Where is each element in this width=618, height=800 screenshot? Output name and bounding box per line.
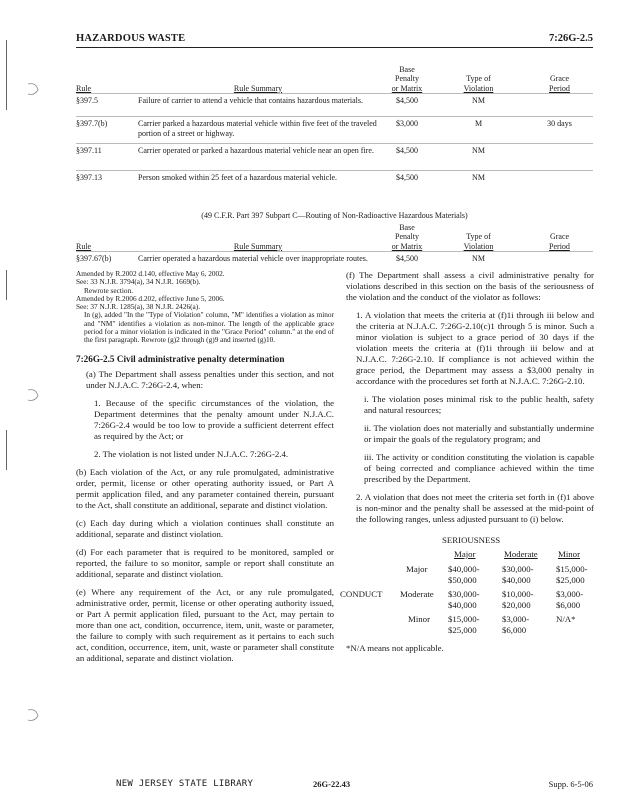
- cell-rule: §397.11: [76, 146, 102, 155]
- table-row: [76, 116, 593, 143]
- table-row: [76, 93, 593, 116]
- margin-line: [6, 270, 7, 300]
- header-summary: Rule Summary: [233, 241, 283, 251]
- cell-value: $30,000-: [502, 564, 534, 574]
- cell-type: NM: [472, 146, 485, 155]
- header-grace-line: Period: [549, 241, 570, 251]
- cell-penalty: $3,000: [396, 119, 418, 128]
- cell-value: $40,000-: [448, 564, 480, 574]
- header-grace-line: Grace: [549, 232, 570, 241]
- page-number: 26G-22.43: [313, 779, 351, 789]
- history-line: Amended by R.2002 d.140, effective May 6, 2002.: [76, 269, 225, 278]
- cell-type: NM: [472, 173, 485, 182]
- header-penalty-line: or Matrix: [391, 241, 423, 251]
- paragraph-c: (c) Each day during which a violation continues shall constitute an additional, separate and distinct violation.: [76, 517, 334, 539]
- cell-penalty: $4,500: [396, 173, 418, 182]
- margin-line: [6, 40, 7, 110]
- cell-value: $50,000: [448, 575, 477, 585]
- conduct-label: CONDUCT: [340, 589, 383, 599]
- penalty-table-subpart-c: [76, 218, 593, 274]
- header-grace: [526, 74, 593, 93]
- header-type: [446, 74, 511, 93]
- paragraph-f: (f) The Department shall assess a civil administrative penalty for violations described in this section on the basis of the seriousness of the violation and the conduct of the violator as follows:: [346, 270, 594, 302]
- left-column: [76, 270, 334, 671]
- margin-line: [6, 430, 7, 470]
- running-head-title: HAZARDOUS WASTE: [76, 33, 186, 44]
- cell-value: $10,000-: [502, 589, 534, 599]
- paragraph-a2: 2. The violation is not listed under N.J.A.C. 7:26G-2.4.: [94, 448, 289, 459]
- cell-value: N/A*: [556, 614, 576, 624]
- cell-summary: Carrier parked a hazardous material vehicle within five feet of the traveled portion of a street or highway.: [138, 119, 377, 138]
- cell-rule: §397.13: [76, 173, 102, 182]
- cell-value: $40,000: [448, 600, 477, 610]
- header-grace-line: Period: [549, 83, 570, 93]
- header-type-line: Violation: [463, 83, 494, 93]
- cell-value: $6,000: [556, 600, 581, 610]
- paragraph-b: (b) Each violation of the Act, or any rule promulgated, administrative order, permit, license or other operating authority issued, or Part A permit application filed, and any parameter contained therein, pursuant to the Act, shall constitute an additional, separate and distinct violation.: [76, 466, 334, 510]
- right-column: [340, 270, 594, 705]
- cell-value: $30,000-: [448, 589, 480, 599]
- paragraph-f1iii: iii. The activity or condition constituting the violation is capable of being corrected and compliance achieved within the time prescribed by the Department.: [364, 452, 594, 484]
- history-notes: [76, 270, 334, 345]
- header-penalty-line: Base: [399, 64, 415, 74]
- header-grace: [526, 232, 593, 251]
- header-summary: Rule Summary: [233, 83, 283, 93]
- cell-value: $20,000: [502, 600, 531, 610]
- table-header: [76, 218, 593, 251]
- table-row: [76, 143, 593, 170]
- cell-rule: §397.7(b): [76, 119, 108, 128]
- col-header-moderate: Moderate: [504, 549, 538, 559]
- header-type-line: Type of: [466, 74, 491, 83]
- supplement-date: Supp. 6-5-06: [548, 779, 593, 789]
- cell-value: $6,000: [502, 625, 527, 635]
- history-line: In (g), added "In the "Type of Violation" column, "M" identifies a violation as minor and "NM" identifies a violation as non-minor. The length of the applicable grace period for a minor violation is indicated in the "Grace Period" column." at the end of the first paragraph. Rewrote (g)2 through (g)9 and inserted (g)10.: [84, 310, 334, 345]
- history-line: See: 37 N.J.R. 1285(a), 38 N.J.R. 2426(a).: [76, 302, 201, 312]
- col-header-major: Major: [454, 549, 476, 559]
- history-line: Amended by R.2006 d.202, effective June 5, 2006.: [76, 293, 225, 303]
- cell-rule: §397.5: [76, 96, 98, 105]
- cell-grace: 30 days: [547, 119, 572, 128]
- row-header-minor: Minor: [408, 614, 430, 624]
- cell-value: $40,000: [502, 575, 531, 585]
- section-title: 7:26G-2.5 Civil administrative penalty determination: [76, 353, 285, 364]
- row-header-major: Major: [406, 564, 428, 574]
- cell-value: $25,000: [556, 575, 585, 585]
- header-penalty-line: Base: [399, 222, 415, 232]
- punch-hole-mark: [24, 386, 42, 404]
- paragraph-a1: 1. Because of the specific circumstances of the violation, the Department determines that the penalty amount under N.J.A.C. 7:26G-2.4 would be too low to provide a sufficient deterrent effect as required by the Act; or: [94, 397, 334, 441]
- header-rule: Rule: [76, 83, 92, 93]
- header-rule: Rule: [76, 241, 92, 251]
- header-type: [446, 232, 511, 251]
- paragraph-f2: 2. A violation that does not meet the criteria set forth in (f)1 above is non-minor and the penalty shall be assessed at the mid-point of the following ranges, unless adjusted pursuant to (i) below.: [356, 492, 594, 524]
- cell-summary: Carrier operated a hazardous material vehicle over inappropriate routes.: [138, 254, 368, 263]
- running-head-section: 7:26G-2.5: [548, 33, 593, 44]
- running-head: [76, 33, 593, 48]
- cell-value: $25,000: [448, 625, 477, 635]
- cell-value: $15,000-: [556, 564, 588, 574]
- table-row: [76, 170, 593, 189]
- header-type-line: Type of: [466, 232, 491, 241]
- cell-value: $15,000-: [448, 614, 480, 624]
- paragraph-f1i: i. The violation poses minimal risk to the public health, safety and natural resources;: [364, 394, 594, 415]
- penalty-table-subpart-b: [76, 60, 593, 189]
- cell-penalty: $4,500: [396, 146, 418, 155]
- cell-value: $3,000-: [556, 589, 584, 599]
- paragraph-a: (a) The Department shall assess penalties under this section, and not under N.J.A.C. 7:26G-2.4, when:: [86, 368, 334, 390]
- table-header: [76, 60, 593, 93]
- cell-penalty: $4,500: [396, 96, 418, 105]
- matrix-footnote: *N/A means not applicable.: [346, 643, 444, 653]
- header-penalty: [376, 223, 438, 252]
- cell-summary: Carrier operated or parked a hazardous material vehicle near an open fire.: [138, 146, 374, 155]
- cell-type: M: [474, 119, 483, 128]
- header-penalty-line: or Matrix: [391, 83, 423, 93]
- matrix-title: SERIOUSNESS: [442, 535, 501, 545]
- paragraph-f1ii: ii. The violation does not materially and substantially undermine or impair the goals of the regulatory program; and: [364, 423, 594, 444]
- paragraph-e: (e) Where any requirement of the Act, or any rule promulgated, administrative order, permit, license or other operating authority issued, or Part A permit application filed, pursuant to the Act, may pertain to more than one act, condition, occurrence, item, unit, waste or parameter, the failure to comply with such requirement as it pertains to each such act, condition, occurrence, item, unit, waste or parameter shall constitute an additional, separate and distinct violation.: [76, 586, 334, 663]
- header-penalty-line: Penalty: [395, 232, 419, 241]
- cell-type: NM: [472, 254, 485, 263]
- paragraph-f1: 1. A violation that meets the criteria at (f)1i through iii below and the criteria at N.J.A.C. 7:26G-2.10(c)1 through 5 is minor. Such a minor violation is subject to a grace period of 30 days if the violation meets the criteria at (f)1i through iii below and at N.J.A.C. 7:26G-2.10. If compliance is not achieved within the grace period, the Department may assess a $3,000 penalty in accordance with the procedures set forth at N.J.A.C. 7:26G-2.10.: [356, 310, 594, 386]
- cell-summary: Failure of carrier to attend a vehicle that contains hazardous materials.: [138, 96, 364, 105]
- cell-summary: Person smoked within 25 feet of a hazardous material vehicle.: [138, 173, 338, 182]
- header-type-line: Violation: [463, 241, 494, 251]
- punch-hole-mark: [24, 80, 42, 98]
- paragraph-d: (d) For each parameter that is required to be monitored, sampled or reported, the failure to so monitor, sample or report shall constitute an additional, separate and distinct violation.: [76, 546, 334, 579]
- punch-hole-mark: [24, 706, 42, 724]
- history-line: See: 33 N.J.R. 3794(a), 34 N.J.R. 1669(b).: [76, 277, 201, 287]
- library-stamp: NEW JERSEY STATE LIBRARY: [116, 779, 254, 789]
- header-penalty: [376, 65, 438, 94]
- history-line: Rewrote section.: [84, 285, 134, 295]
- page-footer: [76, 779, 593, 793]
- row-header-moderate: Moderate: [400, 589, 434, 599]
- header-penalty-line: Penalty: [395, 74, 419, 83]
- cell-penalty: $4,500: [396, 254, 418, 263]
- header-grace-line: Grace: [549, 74, 570, 83]
- col-header-minor: Minor: [558, 549, 580, 559]
- seriousness-matrix: [340, 535, 594, 705]
- cell-rule: §397.67(b): [76, 254, 112, 263]
- subpart-caption: (49 C.F.R. Part 397 Subpart C—Routing of Non-Radioactive Hazardous Materials): [201, 211, 468, 220]
- cell-value: $3,000-: [502, 614, 530, 624]
- cell-type: NM: [472, 96, 485, 105]
